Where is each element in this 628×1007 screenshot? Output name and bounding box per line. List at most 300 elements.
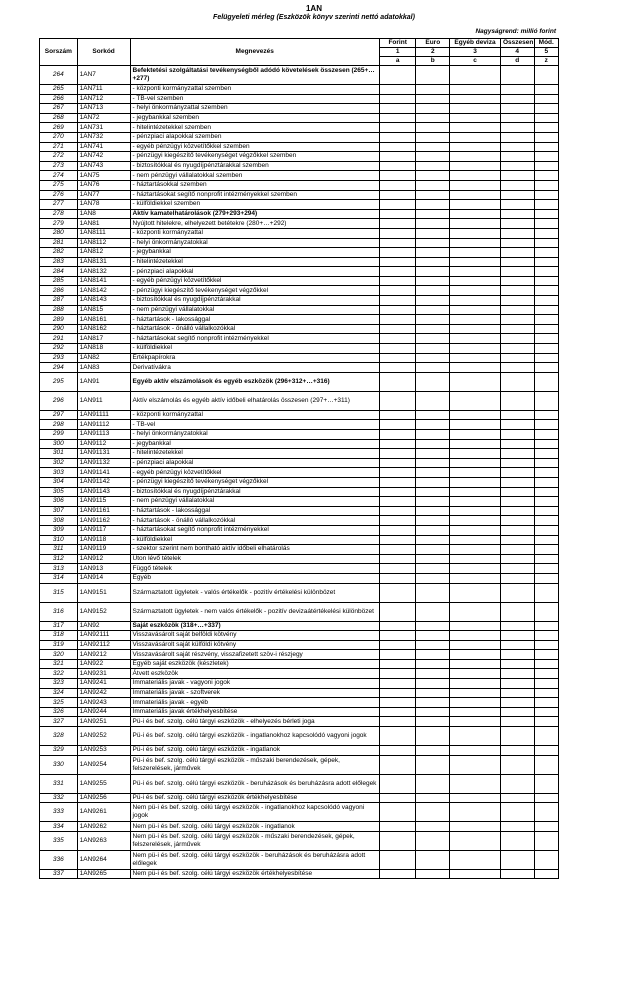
table-row [40, 803, 559, 822]
row-code: 1AN9243 [77, 698, 130, 708]
cell-osszesen [500, 631, 534, 641]
row-code: 1AN9251 [77, 717, 130, 727]
cell-euro [416, 487, 450, 497]
table-row [40, 869, 559, 879]
cell-osszesen [500, 248, 534, 258]
cell-osszesen [500, 707, 534, 717]
cell-mod [534, 363, 558, 373]
cell-osszesen [500, 439, 534, 449]
table-row [40, 506, 559, 516]
row-number: 323 [40, 679, 78, 689]
row-code: 1AN713 [77, 104, 130, 114]
row-description: Pü-i és bef. szolg. célú tárgyi eszközök értékhelyesbítése [130, 793, 379, 803]
table-row [40, 315, 559, 325]
cell-osszesen [500, 94, 534, 104]
report-code: 1AN [305, 4, 322, 13]
table-row [40, 238, 559, 248]
table-row [40, 113, 559, 123]
row-description: Függő tételek [130, 564, 379, 574]
cell-egyeb-deviza [450, 621, 501, 631]
row-code: 1AN83 [77, 363, 130, 373]
col-header-mod: Mód. [534, 39, 558, 48]
cell-egyeb-deviza [450, 132, 501, 142]
cell-osszesen [500, 142, 534, 152]
col-number: 4 [500, 48, 534, 57]
cell-euro [416, 602, 450, 621]
row-code: 1AN76 [77, 180, 130, 190]
cell-osszesen [500, 535, 534, 545]
row-code: 1AN9262 [77, 822, 130, 832]
cell-forint [379, 142, 416, 152]
table-row [40, 372, 559, 391]
cell-egyeb-deviza [450, 727, 501, 746]
table-row [40, 525, 559, 535]
table-row [40, 344, 559, 354]
cell-euro [416, 707, 450, 717]
table-row [40, 85, 559, 95]
cell-forint [379, 161, 416, 171]
cell-euro [416, 659, 450, 669]
cell-egyeb-deviza [450, 209, 501, 219]
row-description: - háztartásokat segítő nonprofit intézményekkel szemben [130, 190, 379, 200]
row-code: 1AN9152 [77, 602, 130, 621]
row-description: Visszavásárolt saját belföldi kötvény [130, 631, 379, 641]
cell-osszesen [500, 430, 534, 440]
row-code: 1AN91161 [77, 506, 130, 516]
cell-osszesen [500, 334, 534, 344]
cell-egyeb-deviza [450, 535, 501, 545]
cell-osszesen [500, 228, 534, 238]
col-letter: a [379, 57, 416, 66]
cell-mod [534, 391, 558, 410]
cell-egyeb-deviza [450, 152, 501, 162]
cell-euro [416, 631, 450, 641]
row-code: 1AN817 [77, 334, 130, 344]
cell-egyeb-deviza [450, 94, 501, 104]
table-row [40, 640, 559, 650]
table-row [40, 458, 559, 468]
row-code: 1AN91141 [77, 468, 130, 478]
table-row [40, 391, 559, 410]
row-description: - szektor szerint nem bontható aktív időbeli elhatárolás [130, 545, 379, 555]
cell-euro [416, 803, 450, 822]
cell-forint [379, 267, 416, 277]
cell-mod [534, 257, 558, 267]
cell-forint [379, 104, 416, 114]
cell-osszesen [500, 420, 534, 430]
cell-egyeb-deviza [450, 391, 501, 410]
row-code: 1AN9241 [77, 679, 130, 689]
cell-egyeb-deviza [450, 602, 501, 621]
row-number: 280 [40, 228, 78, 238]
row-number: 328 [40, 727, 78, 746]
cell-euro [416, 717, 450, 727]
cell-forint [379, 296, 416, 306]
cell-mod [534, 506, 558, 516]
cell-euro [416, 257, 450, 267]
cell-osszesen [500, 583, 534, 602]
row-description: Pü-i és bef. szolg. célú tárgyi eszközök - műszaki berendezések, gépek, felszerelések, járművek [130, 755, 379, 774]
row-number: 318 [40, 631, 78, 641]
row-code: 1AN9242 [77, 688, 130, 698]
balance-sheet-table [39, 38, 559, 879]
cell-forint [379, 755, 416, 774]
cell-egyeb-deviza [450, 248, 501, 258]
row-description: - egyéb pénzügyi közvetítőkkel [130, 468, 379, 478]
cell-egyeb-deviza [450, 525, 501, 535]
cell-mod [534, 640, 558, 650]
row-number: 299 [40, 430, 78, 440]
cell-mod [534, 727, 558, 746]
cell-forint [379, 180, 416, 190]
cell-osszesen [500, 831, 534, 850]
row-number: 310 [40, 535, 78, 545]
table-row [40, 573, 559, 583]
row-code: 1AN9252 [77, 727, 130, 746]
row-description: Saját eszközök (318+…+337) [130, 621, 379, 631]
cell-euro [416, 286, 450, 296]
cell-egyeb-deviza [450, 573, 501, 583]
cell-forint [379, 152, 416, 162]
row-number: 269 [40, 123, 78, 133]
row-code: 1AN8161 [77, 315, 130, 325]
row-number: 320 [40, 650, 78, 660]
cell-mod [534, 525, 558, 535]
cell-mod [534, 66, 558, 85]
cell-mod [534, 296, 558, 306]
row-code: 1AN9119 [77, 545, 130, 555]
cell-egyeb-deviza [450, 286, 501, 296]
cell-mod [534, 850, 558, 869]
row-description: Nem pü-i és bef. szolg. célú tárgyi eszközök - ingatlanok [130, 822, 379, 832]
cell-egyeb-deviza [450, 831, 501, 850]
row-number: 316 [40, 602, 78, 621]
cell-forint [379, 286, 416, 296]
row-number: 278 [40, 209, 78, 219]
cell-osszesen [500, 276, 534, 286]
row-number: 267 [40, 104, 78, 114]
cell-forint [379, 257, 416, 267]
cell-egyeb-deviza [450, 698, 501, 708]
table-row [40, 94, 559, 104]
cell-forint [379, 315, 416, 325]
cell-osszesen [500, 85, 534, 95]
cell-mod [534, 679, 558, 689]
cell-mod [534, 717, 558, 727]
table-row [40, 228, 559, 238]
row-number: 333 [40, 803, 78, 822]
row-code: 1AN92111 [77, 631, 130, 641]
cell-osszesen [500, 717, 534, 727]
cell-egyeb-deviza [450, 420, 501, 430]
cell-forint [379, 640, 416, 650]
cell-osszesen [500, 679, 534, 689]
row-number: 289 [40, 315, 78, 325]
cell-euro [416, 746, 450, 756]
cell-egyeb-deviza [450, 113, 501, 123]
row-code: 1AN75 [77, 171, 130, 181]
row-code: 1AN91143 [77, 487, 130, 497]
cell-forint [379, 850, 416, 869]
cell-forint [379, 707, 416, 717]
table-row [40, 257, 559, 267]
cell-osszesen [500, 803, 534, 822]
cell-forint [379, 803, 416, 822]
row-number: 325 [40, 698, 78, 708]
row-description: - központi kormányzattal szemben [130, 85, 379, 95]
row-number: 292 [40, 344, 78, 354]
cell-euro [416, 94, 450, 104]
row-number: 321 [40, 659, 78, 669]
cell-egyeb-deviza [450, 850, 501, 869]
cell-mod [534, 822, 558, 832]
row-description: Egyéb aktív elszámolások és egyéb eszközök (296+312+…+316) [130, 372, 379, 391]
cell-osszesen [500, 152, 534, 162]
cell-forint [379, 248, 416, 258]
cell-forint [379, 344, 416, 354]
cell-forint [379, 372, 416, 391]
cell-osszesen [500, 123, 534, 133]
cell-egyeb-deviza [450, 200, 501, 210]
table-row [40, 516, 559, 526]
cell-mod [534, 420, 558, 430]
cell-forint [379, 631, 416, 641]
cell-mod [534, 430, 558, 440]
cell-euro [416, 449, 450, 459]
cell-egyeb-deviza [450, 650, 501, 660]
cell-egyeb-deviza [450, 104, 501, 114]
cell-euro [416, 420, 450, 430]
cell-forint [379, 449, 416, 459]
cell-osszesen [500, 554, 534, 564]
cell-mod [534, 315, 558, 325]
cell-mod [534, 746, 558, 756]
cell-egyeb-deviza [450, 123, 501, 133]
row-code: 1AN8132 [77, 267, 130, 277]
row-description: - háztartásokkal szemben [130, 180, 379, 190]
row-number: 298 [40, 420, 78, 430]
cell-osszesen [500, 669, 534, 679]
table-row [40, 717, 559, 727]
cell-osszesen [500, 755, 534, 774]
cell-mod [534, 468, 558, 478]
cell-forint [379, 487, 416, 497]
col-header-forint: Forint [379, 39, 416, 48]
cell-mod [534, 573, 558, 583]
cell-osszesen [500, 850, 534, 869]
row-code: 1AN812 [77, 248, 130, 258]
cell-egyeb-deviza [450, 219, 501, 229]
row-number: 274 [40, 171, 78, 181]
row-number: 275 [40, 180, 78, 190]
row-number: 297 [40, 410, 78, 420]
cell-mod [534, 104, 558, 114]
cell-egyeb-deviza [450, 640, 501, 650]
row-description: Származtatott ügyletek - valós értékelők - pozitív értékelési különbözet [130, 583, 379, 602]
table-row [40, 171, 559, 181]
row-description: - helyi önkormányzattal szemben [130, 104, 379, 114]
cell-mod [534, 621, 558, 631]
cell-euro [416, 276, 450, 286]
table-row [40, 621, 559, 631]
cell-forint [379, 363, 416, 373]
row-number: 313 [40, 564, 78, 574]
cell-egyeb-deviza [450, 267, 501, 277]
row-description: - pénzügyi kiegészítő tevékenységet végzőkkel [130, 286, 379, 296]
cell-egyeb-deviza [450, 793, 501, 803]
cell-osszesen [500, 458, 534, 468]
row-description: - pénzügyi kiegészítő tevékenységet végzőkkel [130, 477, 379, 487]
table-row [40, 707, 559, 717]
cell-euro [416, 516, 450, 526]
table-row [40, 583, 559, 602]
cell-mod [534, 869, 558, 879]
cell-mod [534, 132, 558, 142]
row-code: 1AN82 [77, 353, 130, 363]
cell-euro [416, 85, 450, 95]
table-row [40, 430, 559, 440]
cell-euro [416, 267, 450, 277]
cell-euro [416, 564, 450, 574]
cell-egyeb-deviza [450, 564, 501, 574]
row-code: 1AN712 [77, 94, 130, 104]
cell-mod [534, 439, 558, 449]
row-code: 1AN8111 [77, 228, 130, 238]
col-header-sorszam: Sorszám [40, 39, 78, 66]
cell-osszesen [500, 621, 534, 631]
row-code: 1AN732 [77, 132, 130, 142]
cell-egyeb-deviza [450, 717, 501, 727]
cell-mod [534, 755, 558, 774]
row-description: - központi kormányzattal [130, 228, 379, 238]
table-row [40, 535, 559, 545]
table-row [40, 334, 559, 344]
row-description: Úton lévő tételek [130, 554, 379, 564]
table-row [40, 679, 559, 689]
cell-forint [379, 324, 416, 334]
col-number: 2 [416, 48, 450, 57]
row-code: 1AN91112 [77, 420, 130, 430]
row-description: - külföldiekkel szemben [130, 200, 379, 210]
cell-mod [534, 113, 558, 123]
row-code: 1AN9263 [77, 831, 130, 850]
col-header-egyeb-deviza: Egyéb deviza [450, 39, 501, 48]
cell-mod [534, 554, 558, 564]
cell-egyeb-deviza [450, 161, 501, 171]
cell-osszesen [500, 727, 534, 746]
row-code: 1AN91131 [77, 449, 130, 459]
row-code: 1AN77 [77, 190, 130, 200]
row-code: 1AN92112 [77, 640, 130, 650]
row-number: 334 [40, 822, 78, 832]
row-code: 1AN81 [77, 219, 130, 229]
row-description: - hitelintézetekkel [130, 449, 379, 459]
row-code: 1AN815 [77, 305, 130, 315]
row-number: 304 [40, 477, 78, 487]
cell-forint [379, 497, 416, 507]
cell-forint [379, 717, 416, 727]
row-description: - háztartások - lakossággal [130, 506, 379, 516]
cell-forint [379, 276, 416, 286]
table-row [40, 123, 559, 133]
table-row [40, 209, 559, 219]
cell-osszesen [500, 305, 534, 315]
cell-forint [379, 85, 416, 95]
row-description: - háztartások - lakossággal [130, 315, 379, 325]
cell-mod [534, 793, 558, 803]
cell-egyeb-deviza [450, 669, 501, 679]
cell-egyeb-deviza [450, 554, 501, 564]
row-code: 1AN8131 [77, 257, 130, 267]
row-code: 1AN9265 [77, 869, 130, 879]
cell-mod [534, 200, 558, 210]
cell-forint [379, 171, 416, 181]
row-description: Befektetési szolgáltatási tevékenységből adódó követelések összesen (265+…+277) [130, 66, 379, 85]
table-row [40, 487, 559, 497]
cell-egyeb-deviza [450, 631, 501, 641]
cell-mod [534, 669, 558, 679]
cell-egyeb-deviza [450, 487, 501, 497]
row-description: - háztartásokat segítő nonprofit intézményekkel [130, 334, 379, 344]
cell-euro [416, 200, 450, 210]
cell-egyeb-deviza [450, 334, 501, 344]
table-row [40, 746, 559, 756]
table-row [40, 104, 559, 114]
row-code: 1AN8143 [77, 296, 130, 306]
row-number: 276 [40, 190, 78, 200]
cell-osszesen [500, 869, 534, 879]
row-number: 329 [40, 746, 78, 756]
row-description: Nyújtott hitelekre, elhelyezett betétekre (280+…+292) [130, 219, 379, 229]
row-number: 335 [40, 831, 78, 850]
row-description: - jegybankkal szemben [130, 113, 379, 123]
cell-euro [416, 344, 450, 354]
row-number: 331 [40, 774, 78, 793]
row-number: 303 [40, 468, 78, 478]
row-number: 270 [40, 132, 78, 142]
cell-osszesen [500, 487, 534, 497]
table-row [40, 439, 559, 449]
cell-forint [379, 94, 416, 104]
cell-osszesen [500, 391, 534, 410]
row-number: 306 [40, 497, 78, 507]
cell-euro [416, 142, 450, 152]
col-number: 5 [534, 48, 558, 57]
cell-euro [416, 353, 450, 363]
row-number: 336 [40, 850, 78, 869]
table-row [40, 659, 559, 669]
cell-osszesen [500, 564, 534, 574]
cell-osszesen [500, 497, 534, 507]
cell-mod [534, 602, 558, 621]
row-number: 311 [40, 545, 78, 555]
cell-forint [379, 869, 416, 879]
row-description: Immateriális javak - szoftverek [130, 688, 379, 698]
cell-euro [416, 334, 450, 344]
cell-osszesen [500, 688, 534, 698]
row-number: 271 [40, 142, 78, 152]
cell-mod [534, 583, 558, 602]
row-code: 1AN9264 [77, 850, 130, 869]
cell-mod [534, 142, 558, 152]
cell-egyeb-deviza [450, 755, 501, 774]
row-code: 1AN711 [77, 85, 130, 95]
row-number: 326 [40, 707, 78, 717]
cell-mod [534, 152, 558, 162]
cell-forint [379, 650, 416, 660]
cell-mod [534, 248, 558, 258]
row-description: - nem pénzügyi vállalatokkal [130, 305, 379, 315]
